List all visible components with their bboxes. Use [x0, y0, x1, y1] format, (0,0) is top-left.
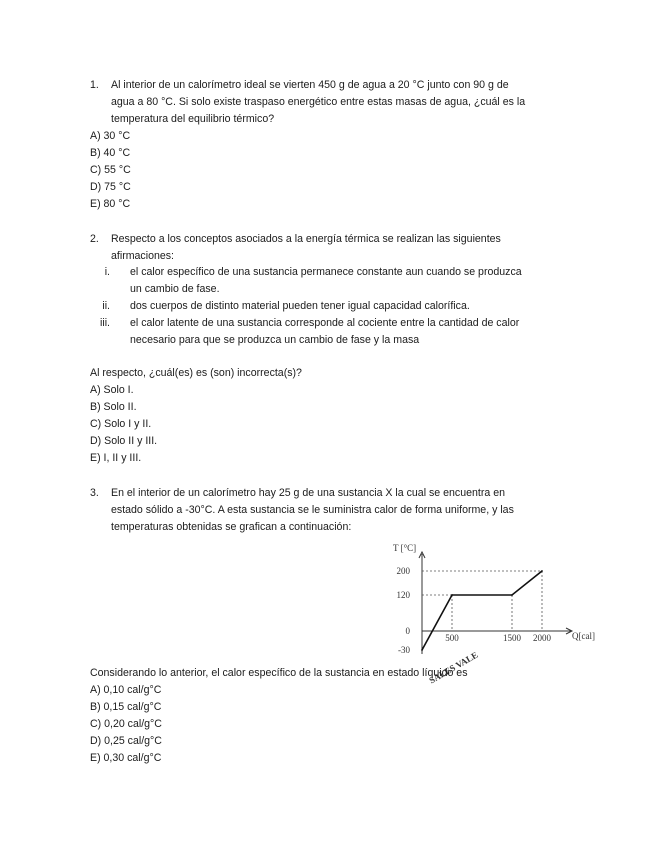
q2-option-c: C) Solo I y II.: [90, 418, 152, 430]
temperature-heat-chart: [360, 538, 610, 686]
q1-option-a: A) 30 °C: [90, 130, 131, 142]
q2-statement-ii-label: ii.: [102, 300, 110, 312]
data-point: [511, 594, 513, 596]
data-point: [421, 649, 423, 651]
y-tick-label: 0: [405, 626, 410, 636]
q3-number: 3.: [90, 487, 99, 499]
q2-line-1: Respecto a los conceptos asociados a la energía térmica se realizan las siguientes: [111, 233, 501, 245]
q2-statement-i-label: i.: [104, 266, 110, 278]
q3-option-d: D) 0,25 cal/g°C: [90, 735, 162, 747]
q3-line-1: En el interior de un calorímetro hay 25 g de una sustancia X la cual se encuentra en: [111, 487, 505, 499]
q2-statement-iii-line-1: el calor latente de una sustancia corresponde al cociente entre la cantidad de calor: [130, 317, 520, 329]
y-axis-label: T [°C]: [393, 543, 417, 553]
y-tick-label: 120: [396, 590, 410, 600]
q1-line-1: Al interior de un calorímetro ideal se vierten 450 g de agua a 20 °C junto con 90 g de: [111, 79, 509, 91]
q1-option-c: C) 55 °C: [90, 164, 131, 176]
q1-option-e: E) 80 °C: [90, 198, 131, 210]
q2-statement-i-line-2: un cambio de fase.: [130, 283, 220, 295]
x-tick-label: 2000: [533, 633, 551, 643]
q1-line-3: temperatura del equilibrio térmico?: [111, 113, 275, 125]
q3-line-2: estado sólido a -30°C. A esta sustancia se le suministra calor de forma uniforme, y las: [111, 504, 514, 516]
x-axis-label: Q[cal]: [572, 631, 595, 641]
q2-statement-iii-line-2: necesario para que se produzca un cambio de fase y la masa: [130, 334, 420, 346]
q2-statement-ii-line-1: dos cuerpos de distinto material pueden tener igual capacidad calorífica.: [130, 300, 470, 312]
q3-option-e: E) 0,30 cal/g°C: [90, 752, 162, 764]
q2-option-e: E) I, II y III.: [90, 452, 142, 464]
temperature-series-line: [422, 571, 542, 650]
y-tick-label: -30: [398, 645, 410, 655]
q3-question: Considerando lo anterior, el calor específico de la sustancia en estado líquido es: [90, 667, 468, 679]
q2-line-2: afirmaciones:: [111, 250, 174, 262]
q2-option-b: B) Solo II.: [90, 401, 137, 413]
q3-line-3: temperaturas obtenidas se grafican a continuación:: [111, 521, 352, 533]
y-tick-label: 200: [396, 566, 410, 576]
q1-line-2: agua a 80 °C. Si solo existe traspaso energético entre estas masas de agua, ¿cuál es la: [111, 96, 526, 108]
x-tick-label: 500: [445, 633, 459, 643]
q2-number: 2.: [90, 233, 99, 245]
q1-number: 1.: [90, 79, 99, 91]
q2-option-a: A) Solo I.: [90, 384, 134, 396]
q2-statement-i-line-1: el calor específico de una sustancia permanece constante aun cuando se produzca: [130, 266, 522, 278]
q1-option-d: D) 75 °C: [90, 181, 131, 193]
x-tick-label: 1500: [503, 633, 521, 643]
q3-option-b: B) 0,15 cal/g°C: [90, 701, 162, 713]
chart-watermark: SALES VALE: [427, 649, 480, 686]
q2-question: Al respecto, ¿cuál(es) es (son) incorrecta(s)?: [90, 367, 302, 379]
data-point: [541, 570, 543, 572]
q3-option-a: A) 0,10 cal/g°C: [90, 684, 162, 696]
q2-statement-iii-label: iii.: [99, 317, 110, 329]
q1-option-b: B) 40 °C: [90, 147, 131, 159]
q2-option-d: D) Solo II y III.: [90, 435, 158, 447]
data-point: [451, 594, 453, 596]
q3-option-c: C) 0,20 cal/g°C: [90, 718, 162, 730]
